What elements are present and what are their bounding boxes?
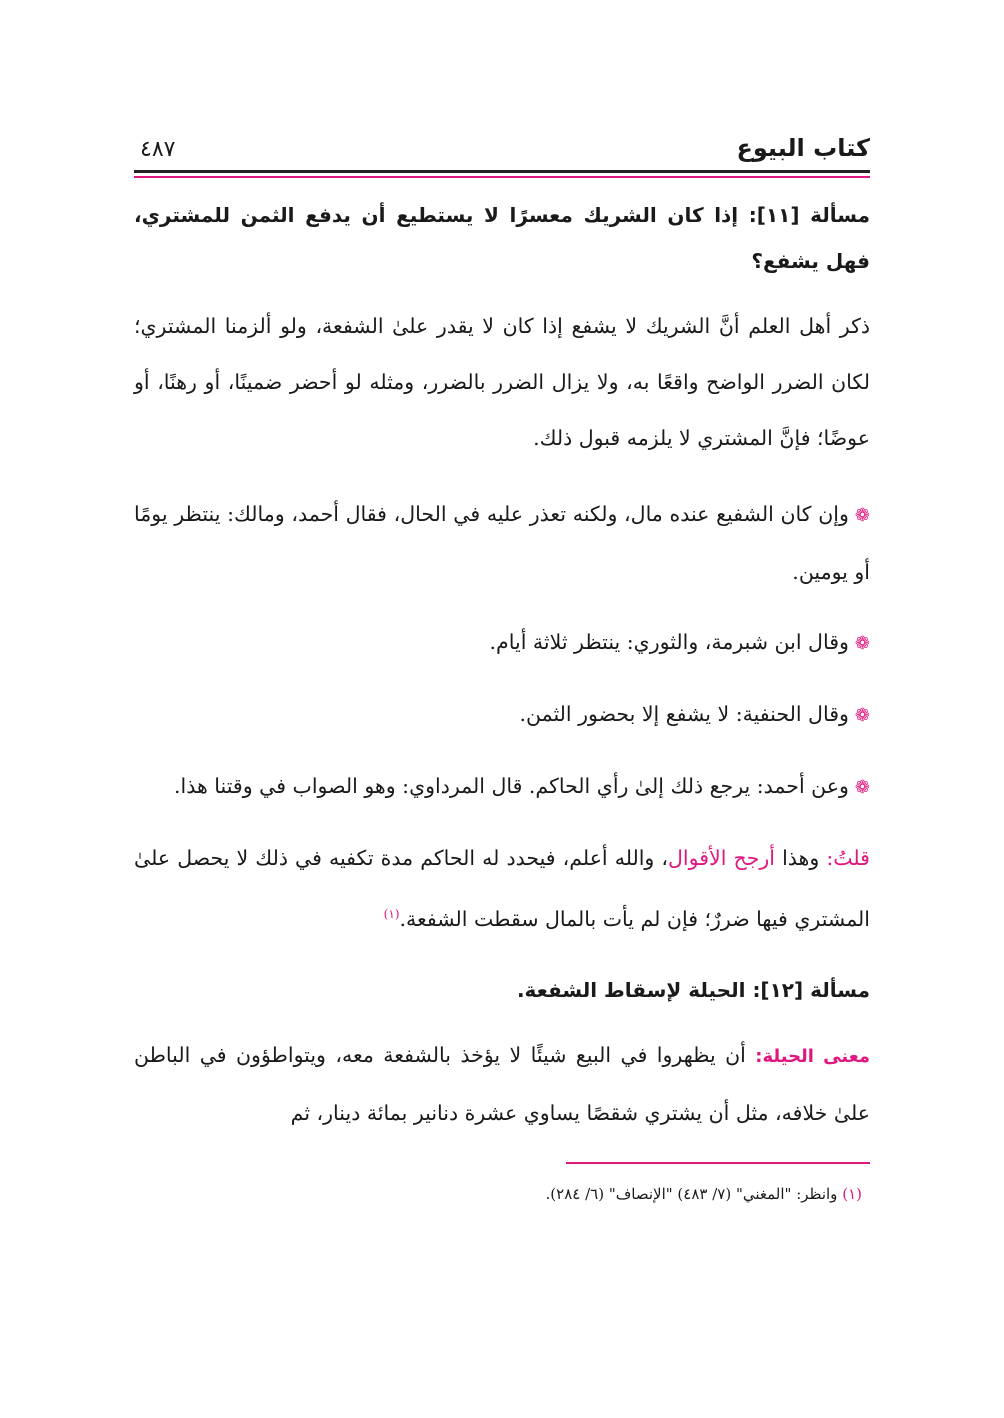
footnote-number: (١) (842, 1184, 862, 1203)
flower-ornament-icon: ❁ (854, 705, 870, 726)
opinion-item (134, 758, 870, 816)
opinion-text: وإن كان الشفيع عنده مال، ولكنه تعذر عليه في الحال، فقال أحمد، ومالك: ينتظر يومًا أو يومين. (134, 502, 870, 584)
issue-11-label: مسألة [١١]: (748, 202, 870, 227)
header-rule-thin (134, 176, 870, 178)
header-rule-thick (134, 170, 870, 173)
opinion-item (134, 486, 870, 600)
footnote (134, 1182, 862, 1206)
conclusion-rest: ، والله أعلم، فيحدد له الحاكم مدة تكفيه في ذلك لا يحصل علىٰ المشتري فيها ضررٌ؛ فإن لم يأت بالمال سقطت الشفعة. (134, 846, 870, 931)
issue-11-heading (134, 192, 870, 284)
conclusion-paragraph (134, 830, 870, 947)
preferred-view: أرجح الأقوال (668, 846, 775, 870)
opinion-text: وقال ابن شبرمة، والثوري: ينتظر ثلاثة أيام. (489, 630, 849, 654)
opinion-text: وعن أحمد: يرجع ذلك إلىٰ رأي الحاكم. قال المرداوي: وهو الصواب في وقتنا هذا. (173, 774, 849, 798)
term-label: معنى الحيلة: (755, 1046, 871, 1068)
footnote-separator (566, 1162, 870, 1164)
opinion-text: وقال الحنفية: لا يشفع إلا بحضور الثمن. (519, 702, 849, 726)
conclusion-lead: قلتُ: (826, 846, 870, 870)
conclusion-pre: وهذا (782, 846, 820, 870)
book-title: كتاب البيوع (736, 134, 870, 162)
page (134, 120, 870, 1206)
flower-ornament-icon: ❁ (854, 505, 870, 526)
issue-11-paragraph: ذكر أهل العلم أنَّ الشريك لا يشفع إذا كان لا يقدر علىٰ الشفعة، ولو ألزمنا المشتري؛ لكان الضرر الواضح واقعًا به، ولا يزال الضرر بالضرر، ومثله لو أحضر ضمينًا، أو رهنًا، أو عوضًا؛ فإنَّ المشتري لا يلزمه قبول ذلك. (134, 313, 870, 450)
issue-12-heading (134, 967, 870, 1013)
issue-12-paragraph (134, 1027, 870, 1141)
flower-ornament-icon: ❁ (854, 633, 870, 654)
running-head (134, 120, 870, 162)
page-number: ٤٨٧ (140, 137, 176, 162)
issue-12-title: الحيلة لإسقاط الشفعة. (516, 978, 746, 1003)
footnote-reference[interactable]: (١) (383, 907, 400, 921)
issue-11-title: إذا كان الشريك معسرًا لا يستطيع أن يدفع الثمن للمشتري، فهل يشفع؟ (134, 202, 870, 273)
term-definition: أن يظهروا في البيع شيئًا لا يؤخذ بالشفعة معه، ويتواطؤون في الباطن علىٰ خلافه، مثل أن يشتري شقصًا يساوي عشرة دنانير بمائة دينار، ثم (134, 1043, 870, 1126)
opinion-item (134, 686, 870, 744)
footnote-text: وانظر: "المغني" (٧/ ٤٨٣) "الإنصاف" (٦/ ٢٨٤). (545, 1184, 838, 1203)
issue-12-label: مسألة [١٢]: (752, 978, 870, 1003)
opinion-item (134, 614, 870, 672)
flower-ornament-icon: ❁ (854, 777, 870, 798)
